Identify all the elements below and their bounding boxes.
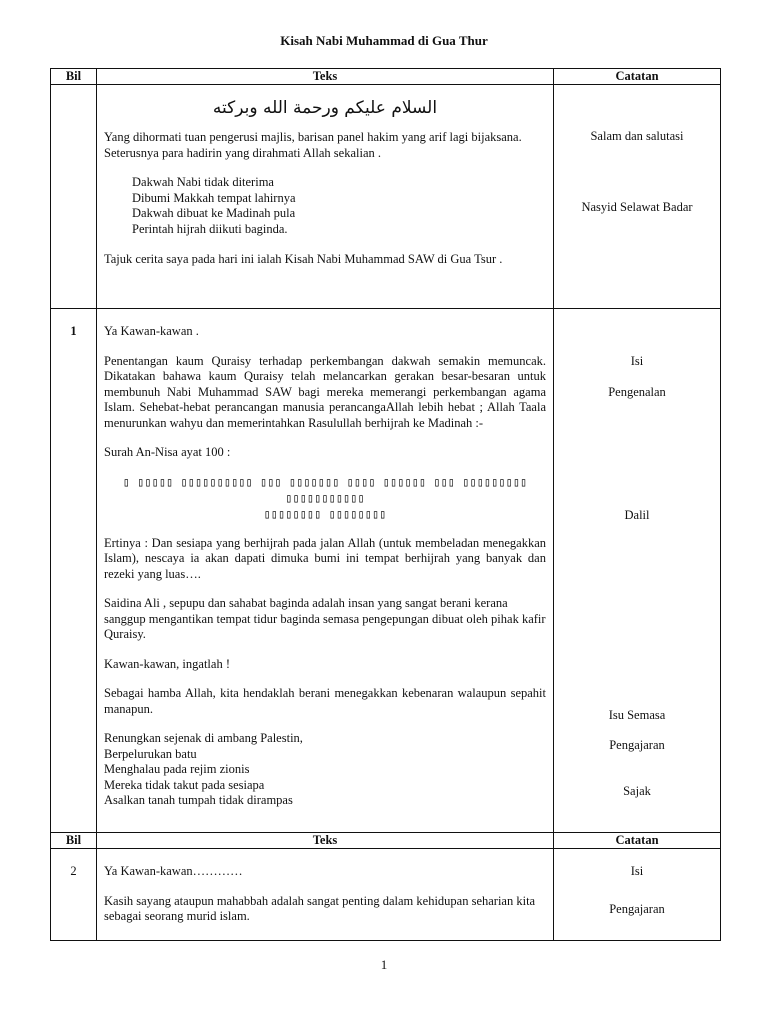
table-row-intro (51, 85, 721, 309)
note-isi: Isi (630, 354, 644, 368)
arabic-salam: السلام عليكم ورحمة الله وبركته (212, 98, 438, 118)
translation-paragraph: Ertinya : Dan sesiapa yang berhijrah pada jalan Allah (untuk membeladan menegakkan Islam), nescaya ia akan dapati dimuka bumi ini tempat berhijrah yang banyak dan rezeki yang luas…. (104, 535, 546, 581)
note-dalil: Dalil (624, 508, 650, 522)
topic-paragraph: Tajuk cerita saya pada hari ini ialah Kisah Nabi Muhammad SAW di Gua Tsur . (104, 252, 503, 266)
header-teks: Teks (97, 833, 554, 849)
nasyid-line: Dibumi Makkah tempat lahirnya (132, 190, 296, 205)
table-header-row-repeat (51, 833, 721, 849)
table-row-1 (51, 309, 721, 833)
note-pengajaran: Pengajaran (609, 901, 665, 916)
reminder-line: Kawan-kawan, ingatlah ! (104, 656, 230, 671)
note-salam: Salam dan salutasi (590, 129, 684, 143)
header-teks: Teks (97, 69, 554, 85)
lesson-paragraph: Sebagai hamba Allah, kita hendaklah berani menegakkan kebenaran walaupun sepahit manapun. (104, 686, 546, 716)
header-bil: Bil (51, 833, 97, 849)
table-row-2 (51, 849, 721, 941)
note-sajak: Sajak (623, 783, 651, 798)
bil-number: 2 (70, 864, 77, 878)
table-header-row (51, 69, 721, 85)
document-title: Kisah Nabi Muhammad di Gua Thur (280, 33, 488, 48)
note-isu-semasa: Isu Semasa (608, 707, 666, 722)
sajak-poem (104, 731, 546, 809)
ali-paragraph: Saidina Ali , sepupu dan sahabat baginda adalah insan yang sangat berani kerana sanggup mengantikan tempat tidur baginda semasa pengepungan dibuat oleh pihak kafir Quraisy. (104, 596, 546, 641)
page-number: 1 (380, 957, 388, 972)
bil-number: 1 (70, 324, 77, 338)
catatan-cell-2 (554, 849, 721, 941)
bil-cell-intro (51, 85, 97, 309)
nasyid-line: Dakwah dibuat ke Madinah pula (132, 206, 296, 220)
note-isi: Isi (630, 864, 644, 878)
teks-cell-2 (97, 849, 554, 941)
surah-reference: Surah An-Nisa ayat 100 : (104, 445, 231, 459)
header-catatan: Catatan (554, 69, 721, 85)
opening-line: Ya Kawan-kawan………… (104, 864, 243, 878)
sajak-line: Mereka tidak takut pada sesiapa (104, 777, 265, 792)
nasyid-verse (104, 175, 546, 237)
note-nasyid: Nasyid Selawat Badar (581, 199, 693, 214)
verse-line: ▯ ▯▯▯▯▯ ▯▯▯▯▯▯▯▯▯▯ ▯▯▯ ▯▯▯▯▯▯▯ ▯▯▯▯ ▯▯▯▯▯▯ ▯▯▯ ▯▯▯▯▯▯▯▯▯ ▯▯▯▯▯▯▯▯▯▯▯ (122, 474, 528, 505)
sajak-line: Berpelurukan batu (104, 746, 197, 761)
note-pengajaran: Pengajaran (609, 738, 665, 752)
teks-cell-1 (97, 309, 554, 833)
greeting-paragraph: Yang dihormati tuan pengerusi majlis, barisan panel hakim yang arif lagi bijaksana. Seterusnya para hadirin yang dirahmati Allah sekalian . (104, 130, 522, 160)
note-pengenalan: Pengenalan (608, 384, 666, 399)
catatan-cell-intro (554, 85, 721, 309)
sajak-line: Renungkan sejenak di ambang Palestin, (104, 731, 303, 745)
mahabbah-paragraph: Kasih sayang ataupun mahabbah adalah sangat penting dalam kehidupan seharian kita sebagai seorang murid islam. (104, 893, 536, 923)
opening-line: Ya Kawan-kawan . (104, 324, 199, 338)
teks-cell-intro (97, 85, 554, 309)
context-paragraph: Penentangan kaum Quraisy terhadap perkembangan dakwah semakin memuncak. Dikatakan bahawa kaum Quraisy telah melancarkan gerakan besar-besaran untuk membunuh Nabi Muhammad SAW bagi mereka memerangi perkembangan agama Islam. Sehebat-hebat perancangan manusia perancangaAllah lebih hebat ; Allah Taala menurunkan wahyu dan memerintahkan Rasulullah berhijrah ke Madinah :- (104, 353, 546, 430)
header-catatan: Catatan (554, 833, 721, 849)
catatan-cell-1 (554, 309, 721, 833)
speech-table (50, 68, 721, 941)
verse-line: ▯▯▯▯▯▯▯▯ ▯▯▯▯▯▯▯▯ (263, 506, 387, 521)
nasyid-line: Perintah hijrah diikuti baginda. (132, 221, 288, 236)
nasyid-line: Dakwah Nabi tidak diterima (132, 175, 274, 189)
sajak-line: Asalkan tanah tumpah tidak dirampas (104, 793, 293, 807)
header-bil: Bil (51, 69, 97, 85)
bil-cell-2 (51, 849, 97, 941)
quran-verse (104, 474, 546, 522)
bil-cell-1 (51, 309, 97, 833)
sajak-line: Menghalau pada rejim zionis (104, 762, 250, 776)
